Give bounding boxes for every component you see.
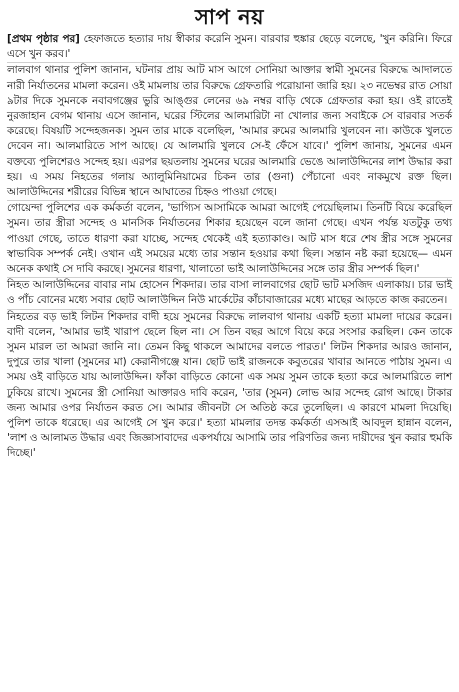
headline: সাপ নয়: [195, 5, 264, 29]
paragraph-4: নিহত আলাউদ্দিনের বাবার নাম হোসেন শিকদার। তার বাসা লালবাগের ছোট ভাট মসজিদ এলাকায়। চার ভাই ও পাঁচ বোনের মধ্যে সবার ছোট আলাউদ্দিন নিউ মার্কেটের কাঁচাবাজারের মধ্যে মাছের আড়তে কাজ করতেন।: [7, 277, 452, 308]
paragraph-1-text: হেফাজতে হত্যার দায় স্বীকার করেনি সুমন। বারবার হুঙ্কার ছেড়ে বলেছে, 'খুন করিনি। ফিরে এসে খুন করব।': [7, 33, 453, 61]
continued-from-label: [প্রথম পৃষ্ঠার পর]: [7, 33, 80, 45]
paragraph-5: নিহতের বড় ভাই লিটন শিকদার বাদী হয়ে সুমনের বিরুদ্ধে লালবাগ থানায় একটি হত্যা মামলা দায়ের করেন। বাদী বলেন, 'আমার ভাই খারাপ ছেলে ছিল না। সে তিন বছর আগে বিয়ে করে সংসার করছিল। কেন তাকে সুমন মারল তা আমরা জানি না। তেমন কিছু থাকলে আমাদের বলতে পারত।' লিটন শিকদার আরও জানান, দুপুরে তার খালা (সুমনের মা) কেরানীগঞ্জে যান। ছোট ভাই রাজনকে কবুতরের খাবার আনতে পাঠায় সুমন। এ সময় ওই বাড়িতে যায় আলাউদ্দিন। ফাঁকা বাড়িতে কোনো এক সময় সুমন তাকে হত্যা করে আলমারিতে লাশ ঢুকিয়ে রাখে। সুমনের স্ত্রী সোনিয়া আক্তারও দাবি করেন, 'তার (সুমন) লোভ আর সন্দেহ রোগ আছে। টাকার জন্য আমার ওপর নির্যাতন করত সে। আমার জীবনটা সে অতিষ্ঠ করে তুলেছিল। এ কারণে মামলা দিয়েছি। পুলিশ তাকে ধরেছে। এর আগেই সে খুন করে।' হত্যা মামলার তদন্ত কর্মকর্তা এসআই আবদুল হান্নান বলেন, 'লাশ ও আলামত উদ্ধার এবং জিজ্ঞাসাবাদের একপর্যায়ে আসামি তার পরিণতির জন্য দায়ীদের খুন করার হুমকি দিচ্ছে।': [7, 309, 452, 462]
paragraph-3: গোয়েন্দা পুলিশের এক কর্মকর্তা বলেন, 'ভাগ্যিস আসামিকে আমরা আগেই পেয়েছিলাম। তিনটি বিয়ে করেছিল সুমন। তার স্ত্রীরা সন্দেহ ও মানসিক নির্যাতনের শিকার হয়েছেন বলে জানা গেছে। এখন পর্যন্ত যতটুকু তথ্য পাওয়া গেছে, তাতে ধারণা করা যাচ্ছে, সন্দেহ থেকেই এই হত্যাকাণ্ড। আট মাস ধরে শেষ স্ত্রীর সঙ্গে সুমনের স্বাভাবিক সম্পর্ক নেই। ওখান এই সময়ের মধ্যে তার সন্তান হওয়ার কথা ছিল। সন্তান নষ্ট করা হয়েছে— এমন অনেক কথাই সে দাবি করছে। সুমনের ধারণা, খালাতো ভাই আলাউদ্দিনের সঙ্গে তার স্ত্রীর সম্পর্ক ছিল।': [7, 200, 452, 277]
paragraph-2: লালবাগ থানার পুলিশ জানান, ঘটনার প্রায় আট মাস আগে সোনিয়া আক্তার স্বামী সুমনের বিরুদ্ধে আদালতে নারী নির্যাতনের মামলা করেন। ওই মামলায় তার বিরুদ্ধে গ্রেফতারি পরোয়ানা জারি হয়। ২৩ নভেম্বর রাত সোয়া ৯টার দিকে সুমনকে নবাবগঞ্জের ভুরি আঙ্গুর লেনের ৬৯ নম্বর বাড়ি থেকে গ্রেফতার করা হয়। ওই রাতেই নুরজাহান বেগম থানায় এসে জানান, ঘরের স্টিলের আলমারিটা না খোলার জন্য সবাইকে সে বারবার সতর্ক করেছে। বিষয়টি সন্দেহজনক। সুমন তার মাকে বলেছিল, 'আমার রুমের আলমারি খুলবেন না। কাউকে খুলতে দেবেন না। আলমারিতে সাপ আছে। যে আলমারি খুলবে সে-ই ফেঁসে যাবে।' পুলিশ জানায়, সুমনের এমন বক্তব্যে পুলিশেরও সন্দেহ হয়। এরপর ছয়তলায় সুমনের ঘরের আলমারি ভেঙে আলাউদ্দিনের লাশ উদ্ধার করা হয়। এ সময় নিহতের গলায় অ্যালুমিনিয়ামের চিকন তার (গুনা) পেঁচানো এবং নাকমুখে রক্ত ছিল। আলাউদ্দিনের শরীরের বিভিন্ন স্থানে আঘাতের চিহ্নও পাওয়া গেছে।: [7, 62, 452, 200]
paragraph-1: [7, 32, 452, 62]
news-clipping: [0, 2, 459, 692]
